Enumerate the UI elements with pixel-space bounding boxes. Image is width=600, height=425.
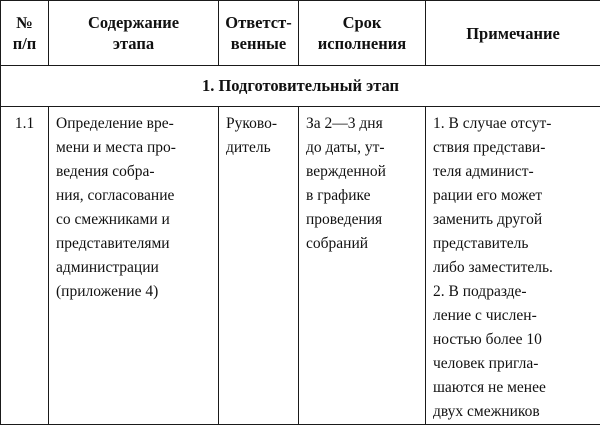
column-header-note-line1: Примечание [429, 23, 597, 44]
column-header-term-line1: Срок [302, 12, 422, 33]
text-line: ния, согласование [56, 184, 212, 208]
column-header-note [426, 1, 600, 66]
text-line: 1. В случае отсут- [433, 112, 594, 136]
text-line: ление с числен- [433, 304, 594, 328]
cell-responsible-lines [226, 112, 292, 160]
column-header-responsible-line1: Ответст- [222, 12, 295, 33]
text-line: дитель [226, 136, 292, 160]
text-line: представитель [433, 232, 594, 256]
text-line: За 2—3 дня [306, 112, 419, 136]
text-line: двух смежников [433, 400, 594, 424]
text-line: до даты, ут- [306, 136, 419, 160]
text-line: представителями [56, 232, 212, 256]
text-line: проведения [306, 208, 419, 232]
text-line: шаются не менее [433, 376, 594, 400]
section-title-row [1, 66, 600, 107]
text-line: Руково- [226, 112, 292, 136]
column-header-stage [49, 1, 219, 66]
text-line: (приложение 4) [56, 280, 212, 304]
text-line: либо заместитель. [433, 256, 594, 280]
text-line: рации его может [433, 184, 594, 208]
text-line: вержденной [306, 160, 419, 184]
table-row [1, 107, 600, 425]
cell-term-lines [306, 112, 419, 256]
column-header-stage-line2: этапа [52, 33, 215, 54]
column-header-responsible [219, 1, 299, 66]
column-header-number-line2: п/п [4, 33, 45, 54]
cell-note [426, 107, 600, 425]
text-line: в графике [306, 184, 419, 208]
cell-responsible [219, 107, 299, 425]
text-line: ствия представи- [433, 136, 594, 160]
text-line: теля админист- [433, 160, 594, 184]
column-header-stage-line1: Содержание [52, 12, 215, 33]
text-line: ведения собра- [56, 160, 212, 184]
cell-note-lines [433, 112, 594, 424]
cell-row-number: 1.1 [1, 107, 49, 425]
column-header-term-line2: исполнения [302, 33, 422, 54]
column-header-responsible-line2: венные [222, 33, 295, 54]
cell-term [299, 107, 426, 425]
text-line: заменить другой [433, 208, 594, 232]
section-title: 1. Подготовительный этап [1, 66, 600, 107]
text-line: мени и места про- [56, 136, 212, 160]
column-header-term [299, 1, 426, 66]
text-line: ностью более 10 [433, 328, 594, 352]
column-header-number-line1: № [4, 12, 45, 33]
text-line: собраний [306, 232, 419, 256]
text-line: администрации [56, 256, 212, 280]
text-line: со смежниками и [56, 208, 212, 232]
cell-stage [49, 107, 219, 425]
text-line: человек пригла- [433, 352, 594, 376]
table-header-row [1, 1, 600, 66]
text-line: 2. В подразде- [433, 280, 594, 304]
text-line: Определение вре- [56, 112, 212, 136]
cell-stage-lines [56, 112, 212, 304]
column-header-number [1, 1, 49, 66]
